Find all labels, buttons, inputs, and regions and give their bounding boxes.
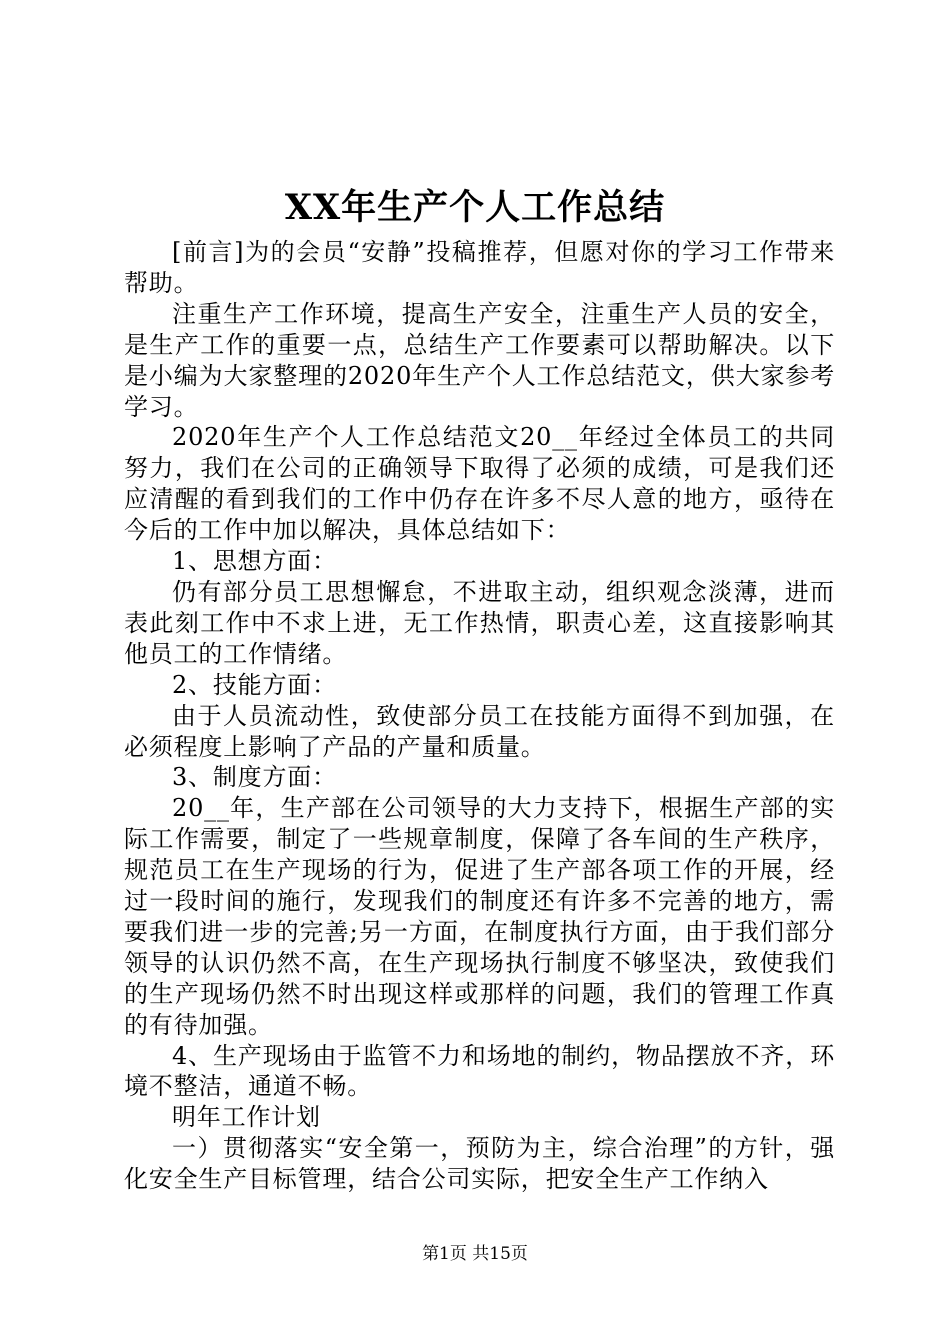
document-title: XX年生产个人工作总结 xyxy=(284,187,666,228)
paragraph: 仍有部分员工思想懈怠，不进取主动，组织观念淡薄，进而表此刻工作中不求上进，无工作热情，职责心差，这直接影响其他员工的工作情绪。 xyxy=(124,577,835,668)
paragraph: [前言]为的会员“安静”投稿推荐，但愿对你的学习工作带来帮助。 xyxy=(124,238,835,297)
paragraph: 20__年，生产部在公司领导的大力支持下，根据生产部的实际工作需要，制定了一些规章制度，保障了各车间的生产秩序，规范员工在生产现场的行为，促进了生产部各项工作的开展，经过一段时间的施行，发现我们的制度还有许多不完善的地方，需要我们进一步的完善;另一方面，在制度执行方面，由于我们部分领导的认识仍然不高，在生产现场执行制度不够坚决，致使我们的生产现场仍然不时出现这样或那样的问题，我们的管理工作真的有待加强。 xyxy=(124,794,835,1039)
page-number-footer: 第1页 共15页 xyxy=(422,1244,528,1264)
section-heading: 3、制度方面： xyxy=(172,763,337,792)
paragraph: 4、生产现场由于监管不力和场地的制约，物品摆放不齐，环境不整洁，通道不畅。 xyxy=(124,1041,835,1101)
paragraph: 注重生产工作环境，提高生产安全，注重生产人员的安全，是生产工作的重要一点，总结生产工作要素可以帮助解决。以下是小编为大家整理的2020年生产个人工作总结范文，供大家参考学习。 xyxy=(124,299,835,421)
section-heading: 明年工作计划 xyxy=(172,1103,321,1132)
paragraph: 由于人员流动性，致使部分员工在技能方面得不到加强，在必须程度上影响了产品的产量和质量。 xyxy=(124,701,835,761)
paragraph: 一）贯彻落实“安全第一，预防为主，综合治理”的方针，强化安全生产目标管理，结合公司实际，把安全生产工作纳入 xyxy=(124,1134,835,1194)
section-heading: 2、技能方面： xyxy=(172,670,337,699)
paragraph: 2020年生产个人工作总结范文20__年经过全体员工的共同努力，我们在公司的正确领导下取得了必须的成绩，可是我们还应清醒的看到我们的工作中仍存在许多不尽人意的地方，亟待在今后的工作中加以解决，具体总结如下： xyxy=(124,423,835,545)
section-heading: 1、思想方面： xyxy=(172,547,337,576)
document-body xyxy=(124,237,835,1195)
